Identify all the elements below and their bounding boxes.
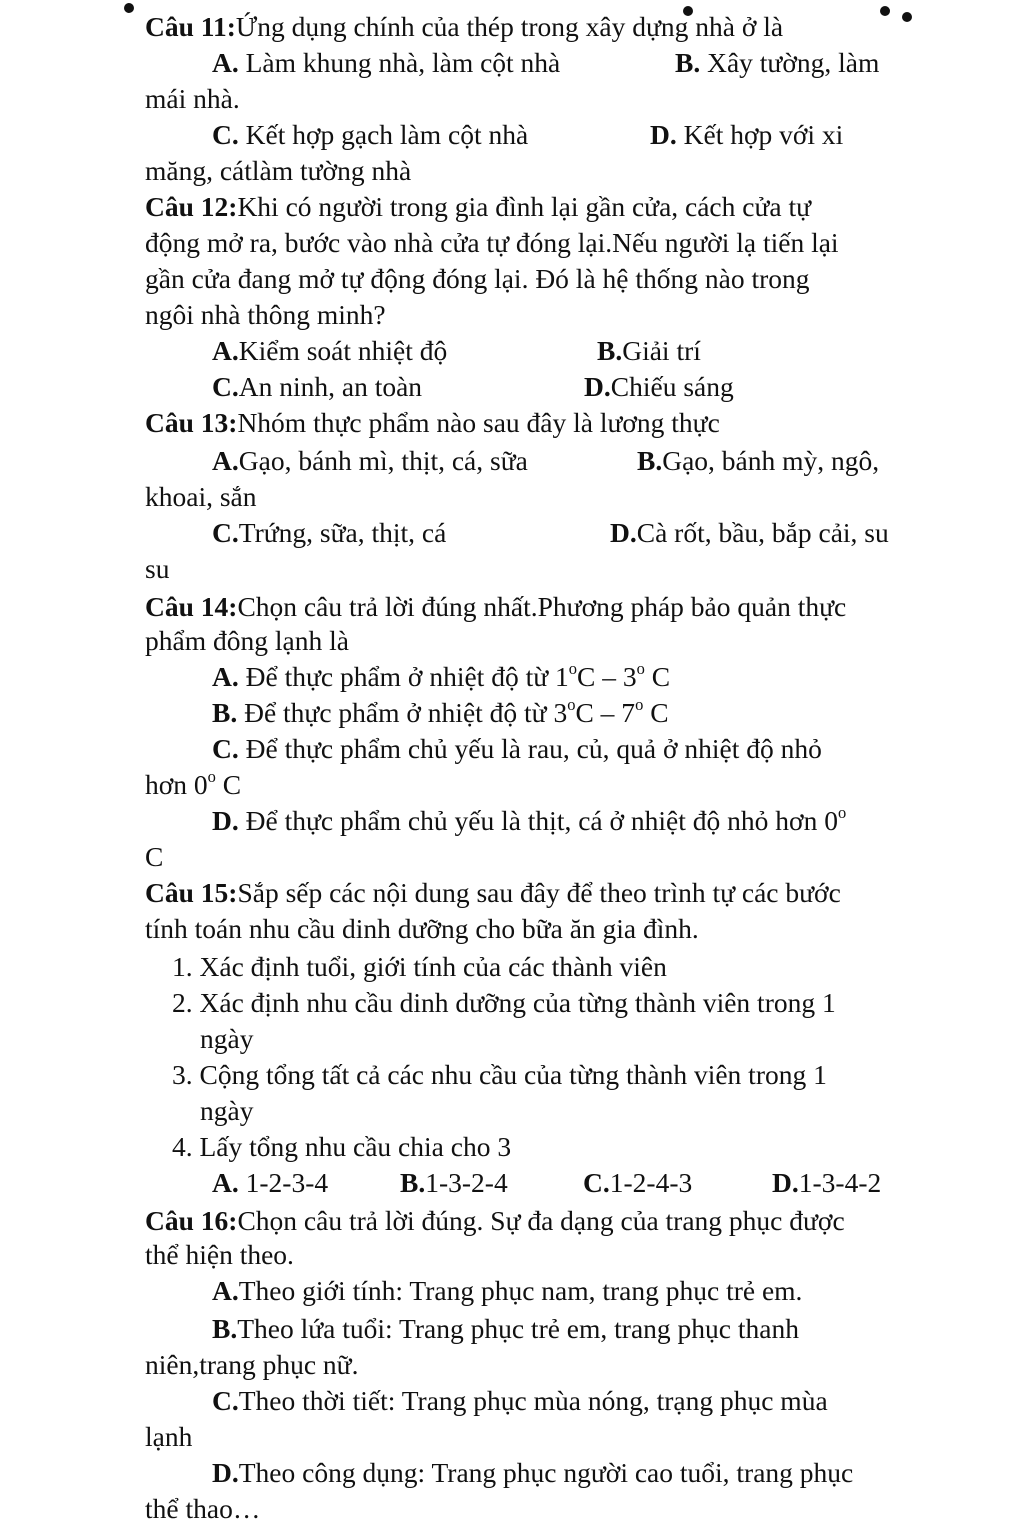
question-12-stem: Câu 12:Khi có người trong gia đình lại gần cửa, cách cửa tự xyxy=(145,191,812,222)
bullet-dot xyxy=(902,12,912,22)
question-13-option-d-cont: su xyxy=(145,553,170,584)
question-16-option-a: A.Theo giới tính: Trang phục nam, trang phục trẻ em. xyxy=(212,1275,803,1306)
bullet-dot xyxy=(124,3,134,13)
question-13-option-a: A.Gạo, bánh mì, thịt, cá, sữa xyxy=(212,445,528,476)
question-13-option-b: B.Gạo, bánh mỳ, ngô, xyxy=(637,445,880,476)
question-16-stem-line2: thể hiện theo. xyxy=(145,1239,294,1270)
question-15-step-4: 4. Lấy tổng nhu cầu chia cho 3 xyxy=(172,1131,512,1162)
question-11-stem: Câu 11:Ứng dụng chính của thép trong xây dựng nhà ở là xyxy=(145,11,784,42)
question-11-option-c: C. Kết hợp gạch làm cột nhà xyxy=(212,119,529,150)
question-11-option-a: A. Làm khung nhà, làm cột nhà xyxy=(212,47,561,78)
question-12-stem-line3: gần cửa đang mở tự động đóng lại. Đó là hệ thống nào trong xyxy=(145,263,810,294)
question-12-option-b: B.Giải trí xyxy=(597,335,701,366)
question-15-step-3-cont: ngày xyxy=(200,1095,254,1126)
question-15-option-b: B.1-3-2-4 xyxy=(400,1167,508,1198)
question-14-option-d-cont: C xyxy=(145,841,164,872)
bullet-dot xyxy=(880,6,890,16)
question-11-option-b-cont: mái nhà. xyxy=(145,83,240,114)
question-13-stem: Câu 13:Nhóm thực phẩm nào sau đây là lương thực xyxy=(145,407,720,438)
question-15-option-a: A. 1-2-3-4 xyxy=(212,1167,329,1198)
question-12-option-d: D.Chiếu sáng xyxy=(584,371,734,402)
question-11-option-b: B. Xây tường, làm xyxy=(675,47,880,78)
question-14-option-b: B. Để thực phẩm ở nhiệt độ từ 3$^o$C – 7$^o$ C xyxy=(212,695,669,728)
question-12-stem-line4: ngôi nhà thông minh? xyxy=(145,299,386,330)
question-15-step-2: 2. Xác định nhu cầu dinh dưỡng của từng thành viên trong 1 xyxy=(172,987,836,1018)
question-13-option-d: D.Cà rốt, bầu, bắp cải, su xyxy=(610,517,889,548)
question-15-stem: Câu 15:Sắp sếp các nội dung sau đây để theo trình tự các bước xyxy=(145,877,841,908)
question-16-option-c-cont: lạnh xyxy=(145,1421,193,1452)
question-16-option-b: B.Theo lứa tuổi: Trang phục trẻ em, trang phục thanh xyxy=(212,1313,799,1344)
question-11-option-d: D. Kết hợp với xi xyxy=(650,119,844,150)
question-16-option-c: C.Theo thời tiết: Trang phục mùa nóng, trạng phục mùa xyxy=(212,1385,828,1416)
question-14-option-a: A. Để thực phẩm ở nhiệt độ từ 1$^o$C – 3$^o$ C xyxy=(212,659,671,692)
question-14-option-d: D. Để thực phẩm chủ yếu là thịt, cá ở nhiệt độ nhỏ hơn 0$^o$ xyxy=(212,803,847,836)
question-12-stem-line2: động mở ra, bước vào nhà cửa tự đóng lại.Nếu người lạ tiến lại xyxy=(145,227,839,258)
question-16-option-b-cont: niên,trang phục nữ. xyxy=(145,1349,359,1380)
question-14-stem: Câu 14:Chọn câu trả lời đúng nhất.Phương pháp bảo quản thực xyxy=(145,591,847,622)
question-11-option-d-cont: măng, cátlàm tường nhà xyxy=(145,155,412,186)
question-16-option-d: D.Theo công dụng: Trang phục người cao tuổi, trang phục xyxy=(212,1457,854,1488)
question-15-option-c: C.1-2-4-3 xyxy=(583,1167,693,1198)
question-14-option-c: C. Để thực phẩm chủ yếu là rau, củ, quả ở nhiệt độ nhỏ xyxy=(212,733,822,764)
question-13-option-b-cont: khoai, sắn xyxy=(145,481,257,512)
question-15-option-d: D.1-3-4-2 xyxy=(772,1167,882,1198)
question-15-step-2-cont: ngày xyxy=(200,1023,254,1054)
question-12-option-a: A.Kiểm soát nhiệt độ xyxy=(212,335,448,366)
question-14-option-c-cont: hơn 0$^o$ C xyxy=(145,767,242,800)
question-16-stem: Câu 16:Chọn câu trả lời đúng. Sự đa dạng của trang phục được xyxy=(145,1205,845,1236)
question-14-stem-line2: phẩm đông lạnh là xyxy=(145,625,349,656)
question-15-stem-line2: tính toán nhu cầu dinh dưỡng cho bữa ăn gia đình. xyxy=(145,913,699,944)
question-15-step-1: 1. Xác định tuổi, giới tính của các thành viên xyxy=(172,951,667,982)
question-15-step-3: 3. Cộng tổng tất cả các nhu cầu của từng thành viên trong 1 xyxy=(172,1059,827,1090)
question-16-option-d-cont: thể thao… xyxy=(145,1493,261,1524)
question-12-option-c: C.An ninh, an toàn xyxy=(212,371,423,402)
question-13-option-c: C.Trứng, sữa, thịt, cá xyxy=(212,517,447,548)
